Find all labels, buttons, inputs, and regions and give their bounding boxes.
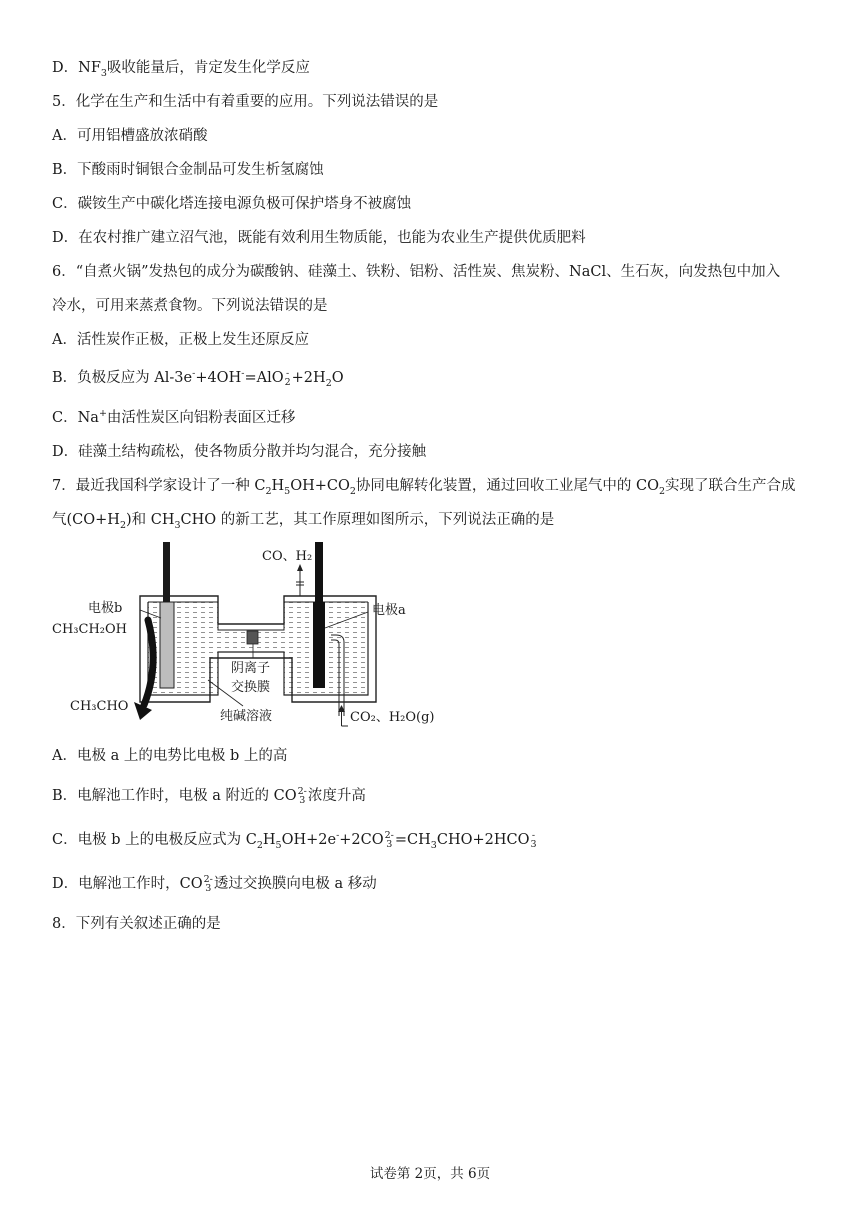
electrolysis-diagram [48,540,468,730]
electrode-b-rod [163,542,170,602]
label-ethanol: CH₃CH₂OH [52,622,127,637]
q5-option-d: D．在农村推广建立沼气池，既能有效利用生物质能，也能为农业生产提供优质肥料 [52,230,586,246]
q6-option-d: D．硅藻土结构疏松，使各物质分散并均匀混合，充分接触 [52,444,427,460]
electrode-a-rod [315,542,323,602]
page-footer: 试卷第 2页，共 6页 [369,1166,491,1182]
label-gas-out: CO、H₂ [262,549,313,564]
q4-option-d: D．$NF_3$吸收能量后，肯定发生化学反应 [52,60,310,79]
q7-stem-line2: 气$(CO+H_2)$和 $CH_3CHO$ 的新工艺，其工作原理如图所示，下列说法正确的是 [52,512,555,531]
q6-option-b: B．负极反应为 Al-3e-+4OH-=AlO - 2 $+2H_2O$ [52,368,344,389]
q7-option-d: D．电解池工作时，CO 2- 3 透过交换膜向电极 a 移动 [52,874,377,894]
q6-stem-line2: 冷水，可用来蒸煮食物。下列说法错误的是 [52,298,328,314]
q5-stem: 5．化学在生产和生活中有着重要的应用。下列说法错误的是 [52,94,439,110]
q6-option-a: A．活性炭作正极，正极上发生还原反应 [52,332,309,348]
q5-option-b: B．下酸雨时铜银合金制品可发生析氢腐蚀 [52,162,324,178]
label-electrode-b: 电极b [88,601,123,616]
q5-option-a: A．可用铝槽盛放浓硝酸 [52,128,208,144]
anion-exchange-membrane [247,631,258,644]
label-electrode-a: 电极a [372,603,406,618]
q7-stem-line1: 7．最近我国科学家设计了一种 $C_2H_5OH+CO_2$协同电解转化装置，通过回收工业尾气中的 $CO_2$实现了联合生产合成 [52,478,796,497]
q6-option-c: C．Na+由活性炭区向铝粉表面区迁移 [52,408,296,426]
q7-option-b: B．电解池工作时，电极 a 附近的 CO 2- 3 浓度升高 [52,786,366,806]
electrode-b [160,602,174,688]
q5-option-c: C．碳铵生产中碳化塔连接电源负极可保护塔身不被腐蚀 [52,196,412,212]
label-acetaldehyde: CH₃CHO [70,699,129,714]
q6-stem-line1: 6．“自煮火锅”发热包的成分为碳酸钠、硅藻土、铁粉、铝粉、活性炭、焦炭粉、NaCl、生石灰，向发热包中加入 [52,264,781,280]
electrode-a [313,602,325,688]
label-gas-in: CO₂、H₂O(g) [350,710,435,725]
label-membrane-line2: 交换膜 [231,680,271,695]
q7-option-c: C．电极 b 上的电极反应式为 $C_2H_5OH+2e^-+2CO$ 2- 3 $=CH_3CHO+2HCO$ - 3 [52,830,537,851]
label-solution: 纯碱溶液 [220,709,273,724]
q7-option-a: A．电极 a 上的电势比电极 b 上的高 [52,748,288,764]
q8-stem: 8．下列有关叙述正确的是 [52,916,221,932]
label-membrane-line1: 阴离子 [231,661,271,676]
